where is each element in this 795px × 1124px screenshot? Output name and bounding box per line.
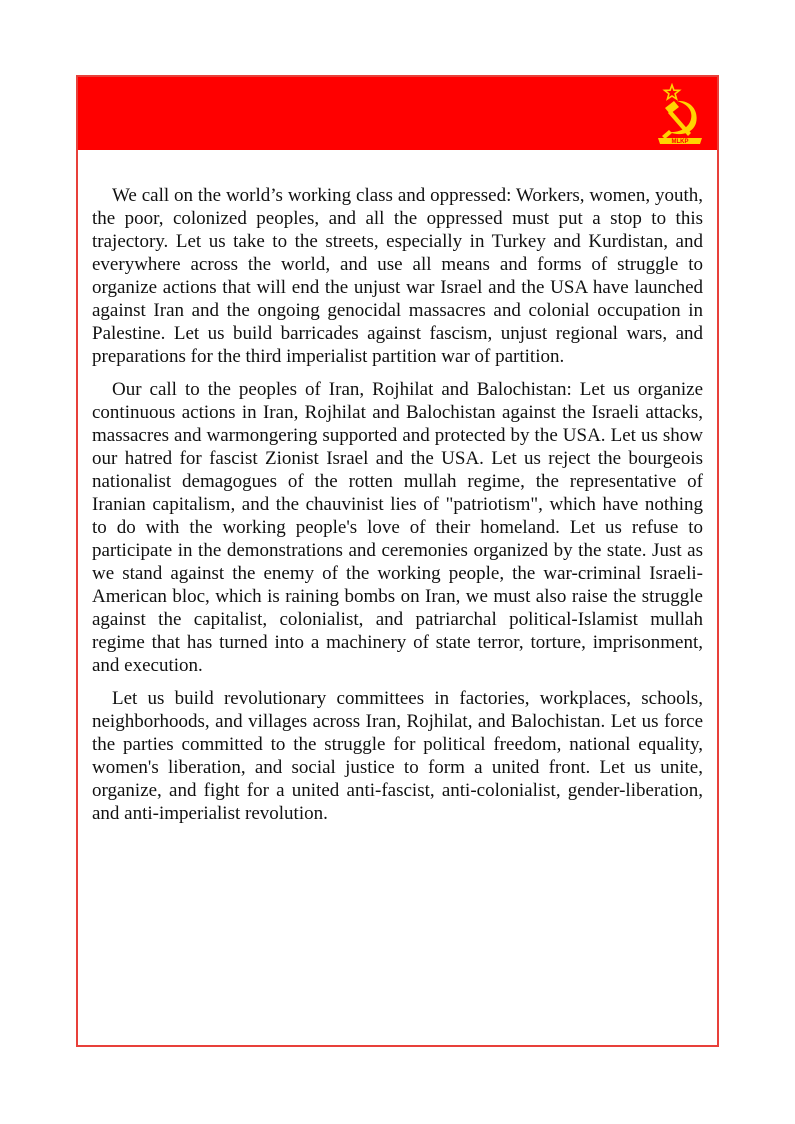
paragraph-3: Let us build revolutionary committees in factories, workplaces, schools, neighborhoods, and villages across Iran, Rojhilat, and Balochistan. Let us force the parties committed to the struggle for political freedom, national equality, women's liberation, and social justice to form a united front. Let us unite, organize, and fight for a united anti-fascist, anti-colonialist, gender-liberation, and anti-imperialist revolution.	[92, 688, 703, 824]
hammer-and-sickle-star-icon	[655, 83, 705, 145]
header-band	[78, 77, 717, 150]
statement-body	[92, 184, 703, 835]
mlkp-emblem	[655, 83, 705, 145]
page-frame	[76, 75, 719, 1047]
svg-text:MLKP: MLKP	[671, 139, 689, 145]
paragraph-2: Our call to the peoples of Iran, Rojhilat and Balochistan: Let us organize continuous actions in Iran, Rojhilat and Balochistan against the Israeli attacks, massacres and warmongering supported and protected by the USA. Let us show our hatred for fascist Zionist Israel and the USA. Let us reject the bourgeois nationalist demagogues of the rotten mullah regime, the representative of Iranian capitalism, and the chauvinist lies of "patriotism", which have nothing to do with the working people's love of their homeland. Let us refuse to participate in the demonstrations and ceremonies organized by the state. Just as we stand against the enemy of the working people, the war-criminal Israeli-American bloc, which is raining bombs on Iran, we must also raise the struggle against the capitalist, colonialist, and patriarchal political-Islamist mullah regime that has turned into a machinery of state terror, torture, imprisonment, and execution.	[92, 379, 703, 676]
paragraph-1: We call on the world’s working class and oppressed: Workers, women, youth, the poor, colonized peoples, and all the oppressed must put a stop to this trajectory. Let us take to the streets, especially in Turkey and Kurdistan, and everywhere across the world, and use all means and forms of struggle to organize actions that will end the unjust war Israel and the USA have launched against Iran and the ongoing genocidal massacres and colonial occupation in Palestine. Let us build barricades against fascism, unjust regional wars, and preparations for the third imperialist partition war of partition.	[92, 185, 703, 367]
